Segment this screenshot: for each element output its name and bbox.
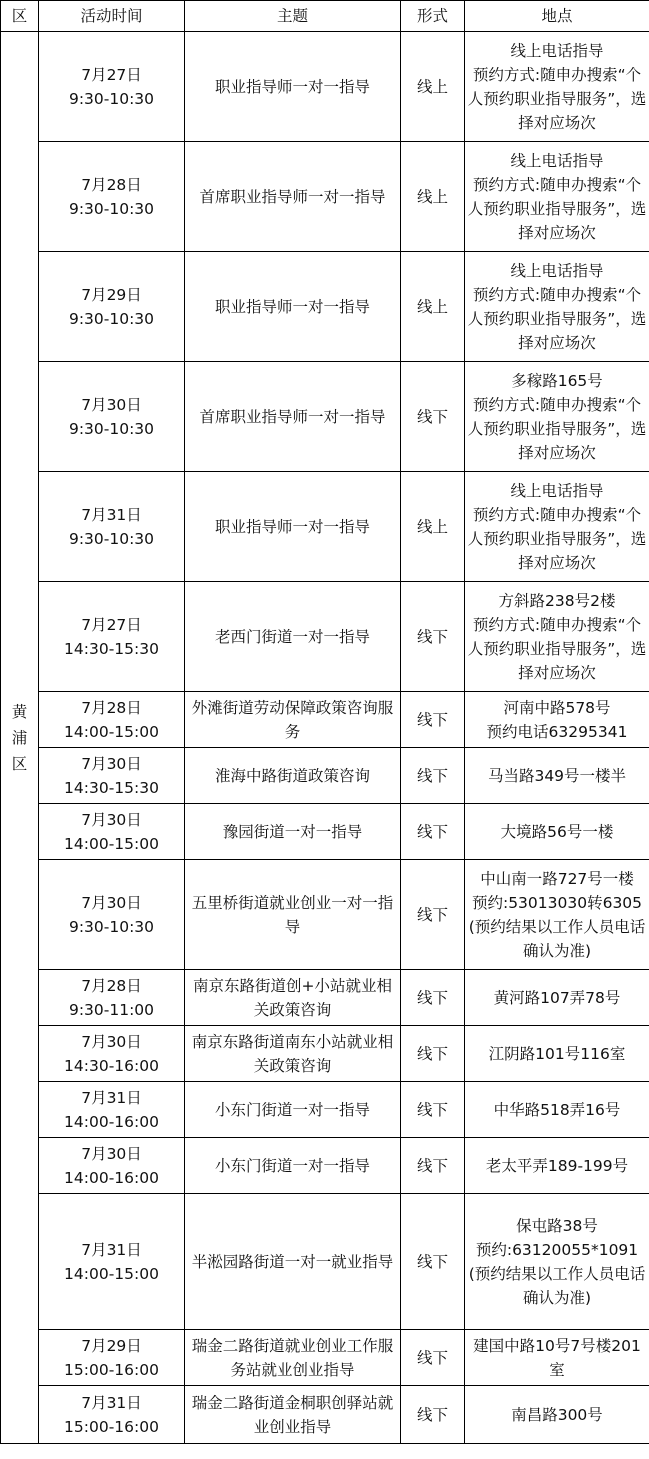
location-cell: 河南中路578号 预约电话63295341 xyxy=(465,692,649,748)
time-cell xyxy=(39,1138,185,1194)
event-time: 14:00-15:00 xyxy=(64,722,159,741)
event-time: 9:30-10:30 xyxy=(68,89,155,108)
location-cell: 江阴路101号116室 xyxy=(465,1026,649,1082)
topic-cell: 小东门街道一对一指导 xyxy=(185,1138,401,1194)
location-cell: 方斜路238号2楼 预约方式:随申办搜索“个人预约职业指导服务”，选择对应场次 xyxy=(465,582,649,692)
event-time: 9:30-10:30 xyxy=(68,199,155,218)
time-cell xyxy=(39,970,185,1026)
location-cell: 南昌路300号 xyxy=(465,1386,649,1444)
event-date: 7月29日 xyxy=(81,285,142,304)
format-cell: 线下 xyxy=(401,582,465,692)
topic-cell: 南京东路街道南东小站就业相关政策咨询 xyxy=(185,1026,401,1082)
location-cell: 中山南一路727号一楼 预约:53013030转6305(预约结果以工作人员电话确认为准) xyxy=(465,860,649,970)
location-cell: 马当路349号一楼半 xyxy=(465,748,649,804)
event-date: 7月30日 xyxy=(81,1144,142,1163)
topic-cell: 瑞金二路街道金桐职创驿站就业创业指导 xyxy=(185,1386,401,1444)
table-row xyxy=(1,970,649,1026)
event-date: 7月30日 xyxy=(81,810,142,829)
table-row xyxy=(1,1026,649,1082)
location-cell: 线上电话指导 预约方式:随申办搜索“个人预约职业指导服务”，选择对应场次 xyxy=(465,32,649,142)
topic-cell: 职业指导师一对一指导 xyxy=(185,32,401,142)
event-date: 7月28日 xyxy=(81,698,142,717)
event-date: 7月30日 xyxy=(81,1032,142,1051)
format-cell: 线下 xyxy=(401,748,465,804)
header-row xyxy=(1,1,649,32)
table-row xyxy=(1,1138,649,1194)
location-cell: 多稼路165号 预约方式:随申办搜索“个人预约职业指导服务”，选择对应场次 xyxy=(465,362,649,472)
topic-cell: 半淞园路街道一对一就业指导 xyxy=(185,1194,401,1330)
event-date: 7月31日 xyxy=(81,1088,142,1107)
topic-cell: 五里桥街道就业创业一对一指导 xyxy=(185,860,401,970)
format-cell: 线下 xyxy=(401,692,465,748)
location-cell: 线上电话指导 预约方式:随申办搜索“个人预约职业指导服务”，选择对应场次 xyxy=(465,472,649,582)
time-cell xyxy=(39,1386,185,1444)
event-date: 7月27日 xyxy=(81,65,142,84)
time-cell xyxy=(39,1194,185,1330)
event-time: 9:30-10:30 xyxy=(68,529,155,548)
time-cell xyxy=(39,692,185,748)
table-body xyxy=(1,32,649,1444)
event-date: 7月29日 xyxy=(81,1336,142,1355)
location-cell: 线上电话指导 预约方式:随申办搜索“个人预约职业指导服务”，选择对应场次 xyxy=(465,252,649,362)
topic-cell: 首席职业指导师一对一指导 xyxy=(185,362,401,472)
location-cell: 大境路56号一楼 xyxy=(465,804,649,860)
time-cell xyxy=(39,252,185,362)
format-cell: 线上 xyxy=(401,252,465,362)
table-row xyxy=(1,252,649,362)
event-date: 7月31日 xyxy=(81,1240,142,1259)
topic-cell: 小东门街道一对一指导 xyxy=(185,1082,401,1138)
event-date: 7月27日 xyxy=(81,615,142,634)
time-cell xyxy=(39,362,185,472)
event-date: 7月31日 xyxy=(81,505,142,524)
topic-cell: 瑞金二路街道就业创业工作服务站就业创业指导 xyxy=(185,1330,401,1386)
event-time: 14:00-15:00 xyxy=(64,834,159,853)
event-date: 7月31日 xyxy=(81,1393,142,1412)
format-cell: 线下 xyxy=(401,1194,465,1330)
table-row xyxy=(1,472,649,582)
table-row xyxy=(1,1330,649,1386)
table-row xyxy=(1,860,649,970)
location-cell: 线上电话指导 预约方式:随申办搜索“个人预约职业指导服务”，选择对应场次 xyxy=(465,142,649,252)
event-time: 9:30-10:30 xyxy=(68,309,155,328)
event-time: 14:00-15:00 xyxy=(64,1264,159,1283)
table-row xyxy=(1,1386,649,1444)
district-label: 黄浦区 xyxy=(11,702,28,773)
format-cell: 线下 xyxy=(401,970,465,1026)
format-cell: 线上 xyxy=(401,142,465,252)
header-topic: 主题 xyxy=(185,1,401,32)
table-row xyxy=(1,142,649,252)
header-format: 形式 xyxy=(401,1,465,32)
header-district: 区 xyxy=(1,1,39,32)
event-time: 9:30-11:00 xyxy=(68,1000,155,1019)
format-cell: 线下 xyxy=(401,1138,465,1194)
format-cell: 线上 xyxy=(401,32,465,142)
format-cell: 线上 xyxy=(401,472,465,582)
table-row xyxy=(1,1194,649,1330)
topic-cell: 豫园街道一对一指导 xyxy=(185,804,401,860)
event-time: 15:00-16:00 xyxy=(64,1360,159,1379)
time-cell xyxy=(39,32,185,142)
topic-cell: 职业指导师一对一指导 xyxy=(185,472,401,582)
topic-cell: 淮海中路街道政策咨询 xyxy=(185,748,401,804)
table-row xyxy=(1,362,649,472)
topic-cell: 南京东路街道创+小站就业相关政策咨询 xyxy=(185,970,401,1026)
time-cell xyxy=(39,1082,185,1138)
event-time: 14:00-16:00 xyxy=(64,1112,159,1131)
format-cell: 线下 xyxy=(401,1386,465,1444)
format-cell: 线下 xyxy=(401,804,465,860)
event-date: 7月28日 xyxy=(81,175,142,194)
format-cell: 线下 xyxy=(401,1082,465,1138)
topic-cell: 外滩街道劳动保障政策咨询服务 xyxy=(185,692,401,748)
location-cell: 建国中路10号7号楼201室 xyxy=(465,1330,649,1386)
format-cell: 线下 xyxy=(401,860,465,970)
event-time: 14:00-16:00 xyxy=(64,1168,159,1187)
event-time: 9:30-10:30 xyxy=(68,419,155,438)
location-cell: 黄河路107弄78号 xyxy=(465,970,649,1026)
time-cell xyxy=(39,582,185,692)
event-date: 7月30日 xyxy=(81,754,142,773)
table-row xyxy=(1,692,649,748)
location-cell: 老太平弄189-199号 xyxy=(465,1138,649,1194)
topic-cell: 老西门街道一对一指导 xyxy=(185,582,401,692)
topic-cell: 职业指导师一对一指导 xyxy=(185,252,401,362)
time-cell xyxy=(39,860,185,970)
table-row xyxy=(1,582,649,692)
table-row xyxy=(1,32,649,142)
location-cell: 保屯路38号 预约:63120055*1091(预约结果以工作人员电话确认为准) xyxy=(465,1194,649,1330)
event-time: 14:30-15:30 xyxy=(64,639,159,658)
table-row xyxy=(1,1082,649,1138)
table-row xyxy=(1,748,649,804)
time-cell xyxy=(39,748,185,804)
format-cell: 线下 xyxy=(401,1330,465,1386)
format-cell: 线下 xyxy=(401,362,465,472)
time-cell xyxy=(39,1026,185,1082)
event-date: 7月30日 xyxy=(81,893,142,912)
event-date: 7月30日 xyxy=(81,395,142,414)
header-location: 地点 xyxy=(465,1,649,32)
time-cell xyxy=(39,472,185,582)
event-date: 7月28日 xyxy=(81,976,142,995)
topic-cell: 首席职业指导师一对一指导 xyxy=(185,142,401,252)
table-row xyxy=(1,804,649,860)
format-cell: 线下 xyxy=(401,1026,465,1082)
time-cell xyxy=(39,1330,185,1386)
district-cell xyxy=(1,32,39,1444)
event-time: 14:30-16:00 xyxy=(64,1056,159,1075)
location-cell: 中华路518弄16号 xyxy=(465,1082,649,1138)
event-time: 14:30-15:30 xyxy=(64,778,159,797)
time-cell xyxy=(39,142,185,252)
time-cell xyxy=(39,804,185,860)
event-time: 15:00-16:00 xyxy=(64,1417,159,1436)
header-time: 活动时间 xyxy=(39,1,185,32)
event-time: 9:30-10:30 xyxy=(68,917,155,936)
